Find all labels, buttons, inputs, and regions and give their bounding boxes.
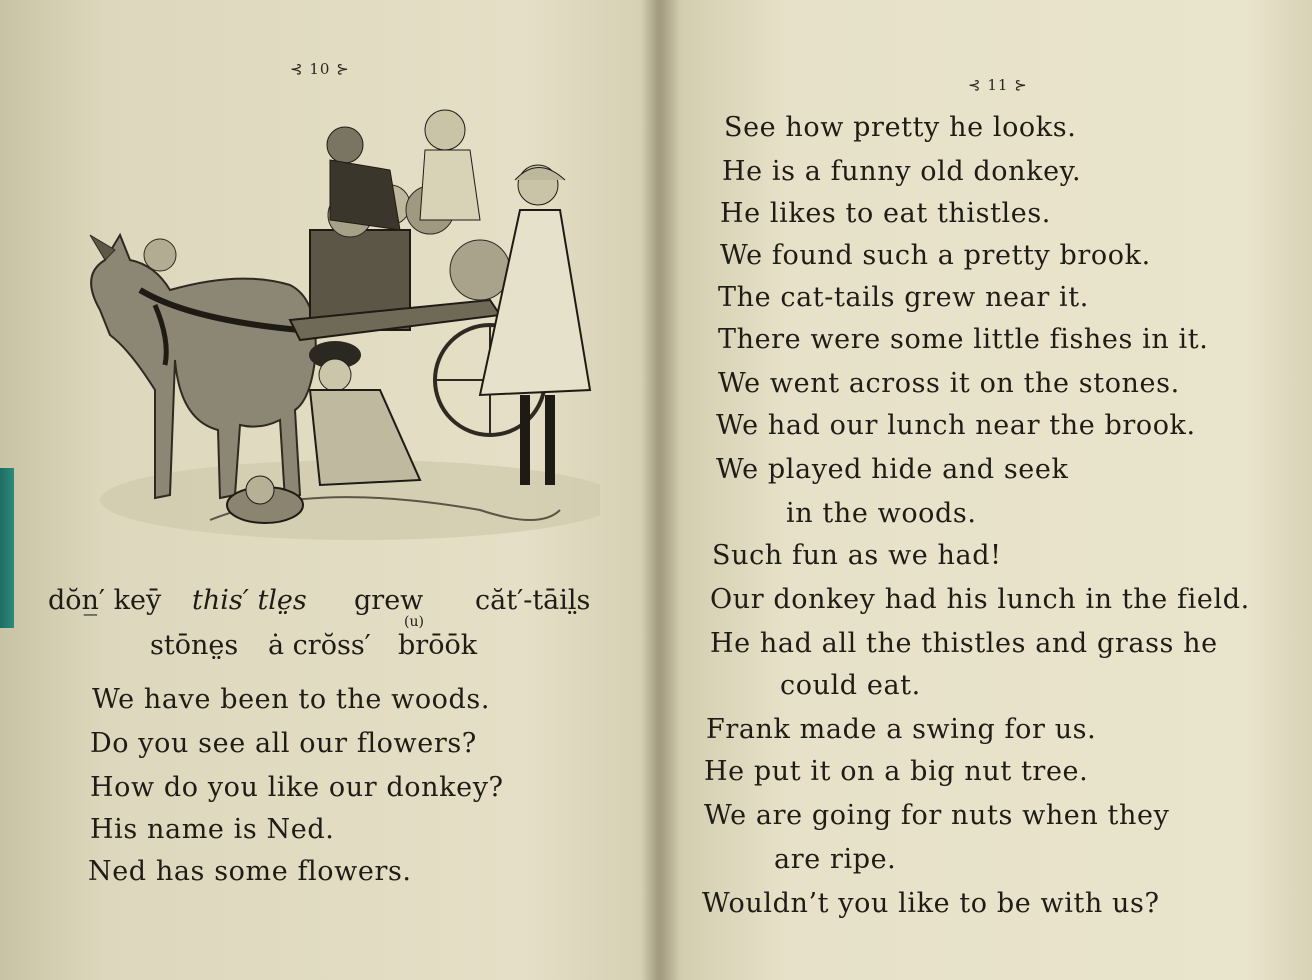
text-line: Our donkey had his lunch in the field. (710, 584, 1250, 615)
text-line: We had our lunch near the brook. (716, 410, 1196, 441)
text-line: could eat. (780, 670, 921, 701)
vocab-word: dŏn̲′ keȳ (48, 585, 162, 616)
text-line: There were some little fishes in it. (718, 324, 1209, 355)
ornament-right-icon: ⊱ (336, 60, 350, 78)
left-page-number (290, 60, 350, 78)
text-line: We played hide and seek (716, 454, 1069, 485)
text-line: We have been to the woods. (92, 684, 491, 715)
book-gutter (640, 0, 680, 980)
text-line: How do you like our donkey? (90, 772, 504, 803)
text-line: He put it on a big nut tree. (704, 756, 1089, 787)
text-line: He likes to eat thistles. (720, 198, 1051, 229)
text-line: Frank made a swing for us. (706, 714, 1097, 745)
text-line: The cat-tails grew near it. (718, 282, 1089, 313)
text-line: See how pretty he looks. (724, 112, 1077, 143)
ornament-right-icon: ⊱ (1014, 76, 1028, 94)
vocab-word: stōne̤s (150, 630, 239, 661)
donkey-cart-illustration (60, 100, 600, 560)
text-line: are ripe. (774, 844, 897, 875)
vocab-word: ȧ crŏss′ (268, 630, 371, 661)
vocab-word: grew (354, 585, 424, 616)
right-page-number-text: 11 (987, 76, 1009, 94)
text-line: He is a funny old donkey. (722, 156, 1082, 187)
text-line: Do you see all our flowers? (90, 728, 477, 759)
ornament-left-icon: ⊰ (968, 76, 982, 94)
vocab-word: brōōk (398, 630, 478, 661)
text-line: Wouldn’t you like to be with us? (702, 888, 1160, 919)
text-line: Such fun as we had! (712, 540, 1002, 571)
text-line: We went across it on the stones. (718, 368, 1180, 399)
bookmark-tab (0, 468, 14, 628)
left-page-number-text: 10 (309, 60, 331, 78)
text-line: Ned has some flowers. (88, 856, 412, 887)
vocab-pronunciation-mark: (u) (404, 614, 424, 630)
text-line: He had all the thistles and grass he (710, 628, 1218, 659)
vocab-word: căt′-tāil̤s (475, 585, 591, 616)
text-line: in the woods. (786, 498, 977, 529)
ornament-left-icon: ⊰ (290, 60, 304, 78)
text-line: We are going for nuts when they (704, 800, 1170, 831)
vocab-word: this′ tle̤s (192, 585, 307, 616)
right-page-number (968, 76, 1028, 94)
text-line: His name is Ned. (90, 814, 335, 845)
text-line: We found such a pretty brook. (720, 240, 1151, 271)
